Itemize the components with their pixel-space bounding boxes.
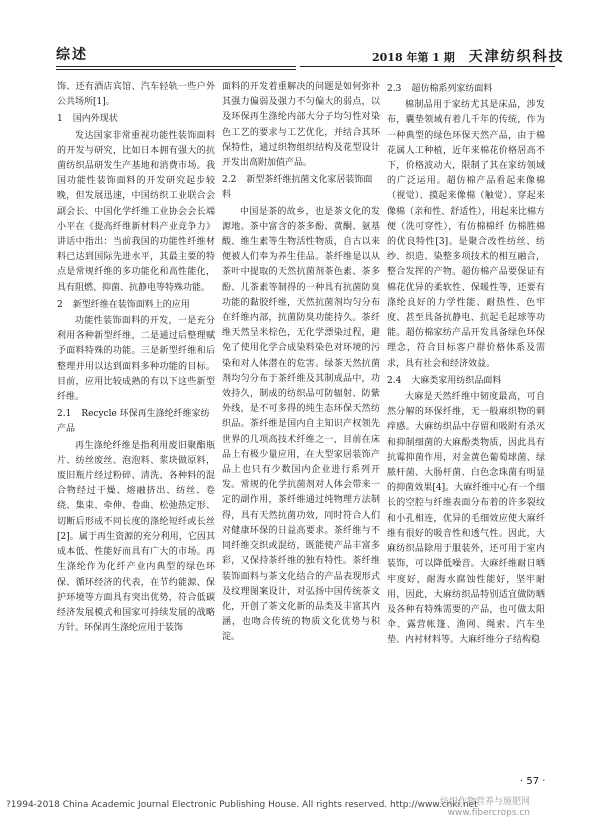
paragraph: 发达国家非常重视功能性装饰面料的开发与研究，比如日本拥有强大的抗菌纺织品研发生产基地和消费市场。我国功能性装饰面料的开发研究起步较晚，但发展迅速，中国纺织工业联合会副会长、中国化学纤维工业协会会长端小平在《提高纤维新材料产业竞争力》讲话中指出：当前我国的功能性纤维材料已达到国际先进水平，其最主要的特点是常规纤维的多功能化和高性能化，具有阻燃、抑菌、抗静电等特殊功能。: [57, 130, 215, 293]
paragraph: 功能性装饰面料的开发，一是充分利用各种新型纤维，二是通过后整理赋予面料特殊的功能。三是新型纤维和后整理并用以达到面料多种功能的目标。目前，应用比较成熟的有以下这些新型纤维。: [57, 316, 215, 403]
subsection-heading: 2.1 Recycle 环保再生涤纶纤维家纺产品: [57, 409, 210, 435]
header-rule: [56, 69, 296, 70]
section-heading: 2 新型纤维在装饰面料上的应用: [57, 299, 190, 310]
paragraph: 再生涤纶纤维是指利用废旧聚酯瓶片、纺丝废丝、泡泡料、浆块做原料，废旧瓶片经过粉碎、清洗、各种料的混合物经过干燥、熔融挤出、纺丝、卷绕、集束、牵伸、卷曲、松弛热定形、切断后形成不同长度的涤纶短纤或长丝[2]。属于再生资源的充分利用，它因其成本低、性能好而具有广大的市场。再生涤纶作为化纤产业内典型的绿色环保、循环经济的代表，在节约能源、保护环境等方面具有突出优势，符合低碳经济发展模式和国家可持续发展的战略方针。环保再生涤纶应用于装饰: [57, 440, 215, 634]
subsection-heading: 2.4 大麻类家用纺织品面料: [387, 375, 502, 386]
copyright-footer: ?1994-2018 China Academic Journal Electronic Publishing House. All rights reserved. http://www.cnki.net: [6, 800, 478, 810]
paragraph: 面料的开发着重解决的问题是如何弥补其强力偏弱及强力不匀偏大的弱点，以及环保再生涤纶内部大分子均匀性对染色工艺的要求与工艺优化，并结合其环保特性，通过织物组织结构及花型设计开发出高附加值产品。: [222, 82, 380, 169]
header-right: [372, 46, 565, 66]
column-3: [387, 80, 545, 649]
header-section-label: 综述: [56, 47, 88, 63]
header-rule: [56, 66, 296, 67]
page-number: · 57 ·: [520, 776, 546, 787]
paragraph: 大麻是天然纤维中韧度最高，可自然分解的环保纤维，无一般麻织物的刺痒感。大麻纺织品中存留和吸附有杀灭和抑制细菌的大麻酚类物质，因此具有抗霉抑菌作用，对金黄色葡萄球菌、绿脓杆菌、大肠杆菌、白色念珠菌有明显的抑菌效果[4]。大麻纤维中心有一个细长的空腔与纤维表面分布着的许多裂纹和小孔相连，优异的毛细效应使大麻纤维有很好的吸音性和透气性。因此，大麻纺织品除用于服装外，还可用于室内装饰，可以降低噪音。大麻纤维耐日晒牢度好，耐海水腐蚀性能好，坚牢耐用，因此，大麻纺织品特别适宜做防晒及各种有特殊需要的产品，也可做太阳伞、露营帐篷、渔网、绳索、汽车坐垫、内衬材料等。大麻纤维分子结构稳: [387, 392, 545, 646]
paragraph: 饰、还有酒店宾馆、汽车轻轨一些户外公共场所[1]。: [57, 82, 215, 108]
column-1: [57, 80, 215, 636]
subsection-heading: 2.2 新型茶纤维抗菌文化家居装饰面料: [222, 175, 373, 201]
journal-title: 天津纺织科技: [468, 49, 565, 65]
section-heading: 1 国内外现状: [57, 114, 118, 125]
paragraph: 棉制品用于家纺尤其是床品，涉发布，囊垫领域有着几千年的传统，作为一种典型的绿色环保天然产品，由于棉花属人工种植，近年来棉花价格居高不下，价格波动大，限制了其在家纺领域的广泛运用。超仿棉产品看起来像棉（视觉）、摸起来像棉（触觉）、穿起来像棉（亲和性、舒适性），用起来比棉方便（洗可穿性），有仿棉棉纤 仿棉胜棉的优良特性[3]。是聚合改性纺丝、纺纱、织造、染整多项技术的相互融合，整合发挥的产物。超仿棉产品要保证有棉花优异的柔软性、保暖性等，还要有涤纶良好的力学性能、耐热性、色牢度、甚至具备抗静电、抗起毛起球等功能。超仿棉家纺产品开发具备绿色环保理念，符合目标客户群价格体系及需求，具有社会和经济效益。: [387, 100, 545, 369]
subsection-heading: 2.3 超仿棉系列家纺面料: [387, 84, 493, 94]
year-issue: 2018 年第 1 期: [372, 51, 455, 64]
header-rule: [300, 66, 555, 67]
paragraph: 中国是茶的故乡，也是茶文化的发源地。茶中富含的茶多酚、黄酮、氨基酸、维生素等生物活性物质，自古以来便被人们奉为养生佳品。茶纤维是以从茶叶中提取的天然抗菌剂茶色素、茶多酚、儿茶素等制得的一种具有抗菌防臭功能的黏胶纤维，天然抗菌剂均匀分布在纤维内部，抗菌防臭功能持久。茶纤维天然呈米棕色，无化学漂染过程，避免了使用化学合成染料染色对环境的污染和对人体潜在的危害。绿茶天然抗菌剂均匀分布于茶纤维及其制成品中，功效持久，制成的纺织品可防辐射、防紫外线，是不可多得的纯生态环保天然纺织品。茶纤维是国内自主知识产权领先世界的几项高技术纤维之一，目前在床品上有极少量应用，在大型家居装饰产品上也只有少数国内企业进行系列开发。常规的化学抗菌剂对人体会带来一定的副作用，茶纤维通过纯物理方法制得，具有天然抗菌功效，同时符合人们对健康环保的日益高要求。茶纤维与不同纤维交织或混纺，既能使产品丰富多彩，又保持茶纤维的独有特性。茶纤维装饰面料与茶文化结合的产品表现形式及纹理图案设计，对弘扬中国传统茶文化，开创了茶文化新的品类及丰富其内涵，也吻合传统的物质文化优势与积淀。: [222, 206, 380, 643]
watermark: 纺织作物营养与施肥网 www.fibercrops.cn: [440, 797, 531, 818]
column-2: [222, 80, 380, 646]
